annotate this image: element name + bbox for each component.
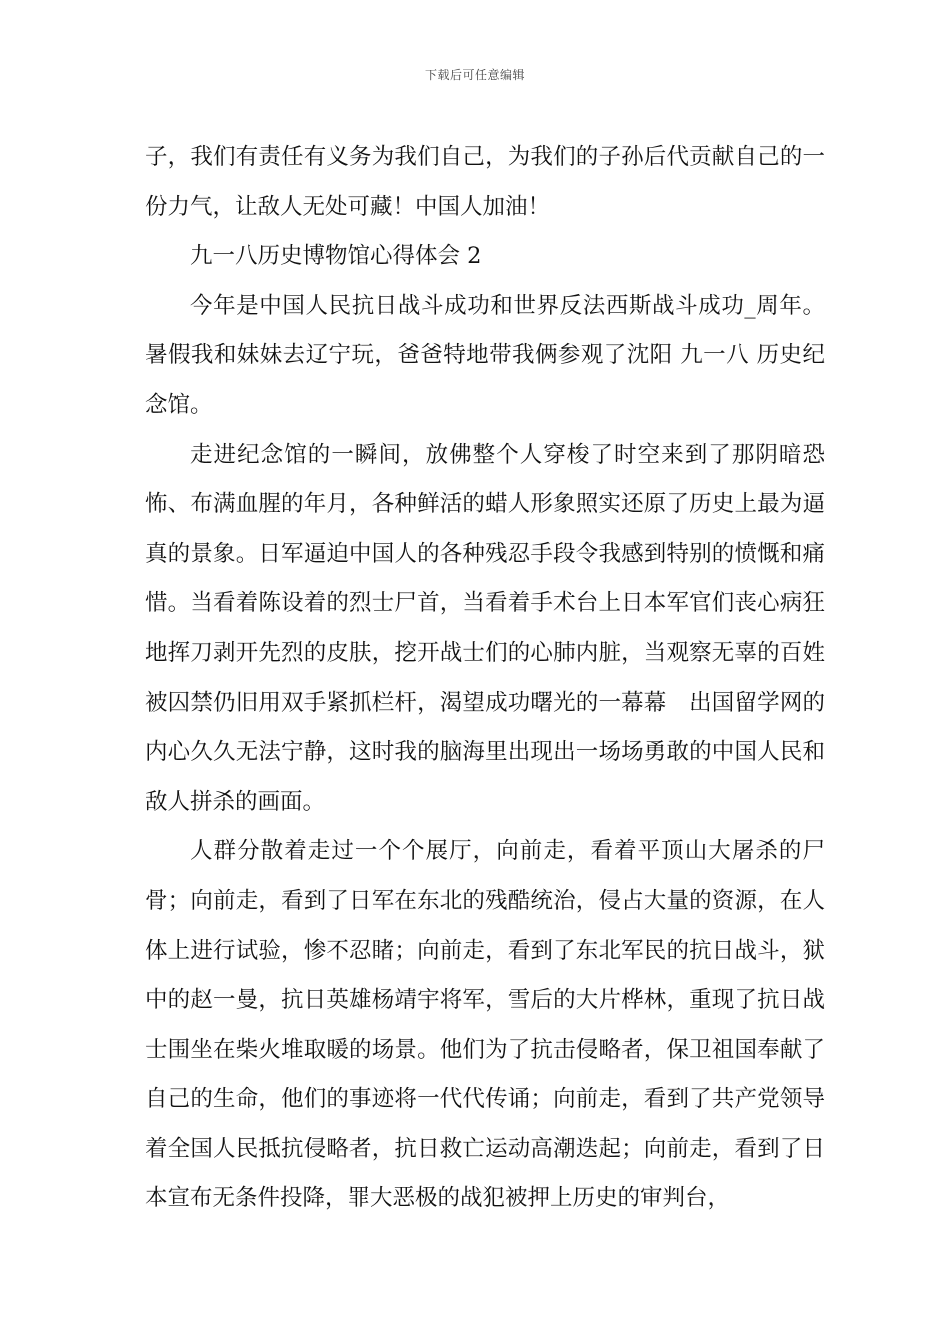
paragraph-intro: 今年是中国人民抗日战斗成功和世界反法西斯战斗成功_周年。暑假我和妹妹去辽宁玩，爸爸特地带我俩参观了沈阳 九一八 历史纪念馆。 — [145, 292, 825, 418]
section-heading: 九一八历史博物馆心得体会 2 — [190, 243, 482, 270]
paragraph-entering-museum: 走进纪念馆的一瞬间，放佛整个人穿梭了时空来到了那阴暗恐怖、布满血腥的年月，各种鲜活的蜡人形象照实还原了历史上最为逼真的景象。日军逼迫中国人的各种残忍手段令我感到特别的愤慨和痛惜。当看着陈设着的烈士尸首，当看着手术台上日本军官们丧心病狂地挥刀剥开先烈的皮肤，挖开战士们的心肺内脏，当观察无辜的百姓被囚禁仍旧用双手紧抓栏杆，渴望成功曙光的一幕幕 出国留学网的内心久久无法宁静，这时我的脑海里出现出一场场勇敢的中国人民和敌人拼杀的画面。 — [145, 441, 825, 815]
page-header: 下载后可任意编辑 — [424, 68, 525, 82]
paragraph-continuation: 子，我们有责任有义务为我们自己，为我们的子孙后代贡献自己的一份力气，让敌人无处可藏！中国人加油！ — [145, 144, 825, 220]
document-body — [145, 133, 825, 1224]
paragraph-exhibition-halls: 人群分散着走过一个个展厅，向前走，看着平顶山大屠杀的尸骨；向前走，看到了日军在东北的残酷统治，侵占大量的资源，在人体上进行试验，惨不忍睹；向前走，看到了东北军民的抗日战斗，狱中的赵一曼，抗日英雄杨靖宇将军，雪后的大片桦林，重现了抗日战士围坐在柴火堆取暖的场景。他们为了抗击侵略者，保卫祖国奉献了自己的生命，他们的事迹将一代代传诵；向前走，看到了共产党领导着全国人民抵抗侵略者，抗日救亡运动高潮迭起；向前走，看到了日本宣布无条件投降，罪大恶极的战犯被押上历史的审判台， — [145, 838, 825, 1212]
